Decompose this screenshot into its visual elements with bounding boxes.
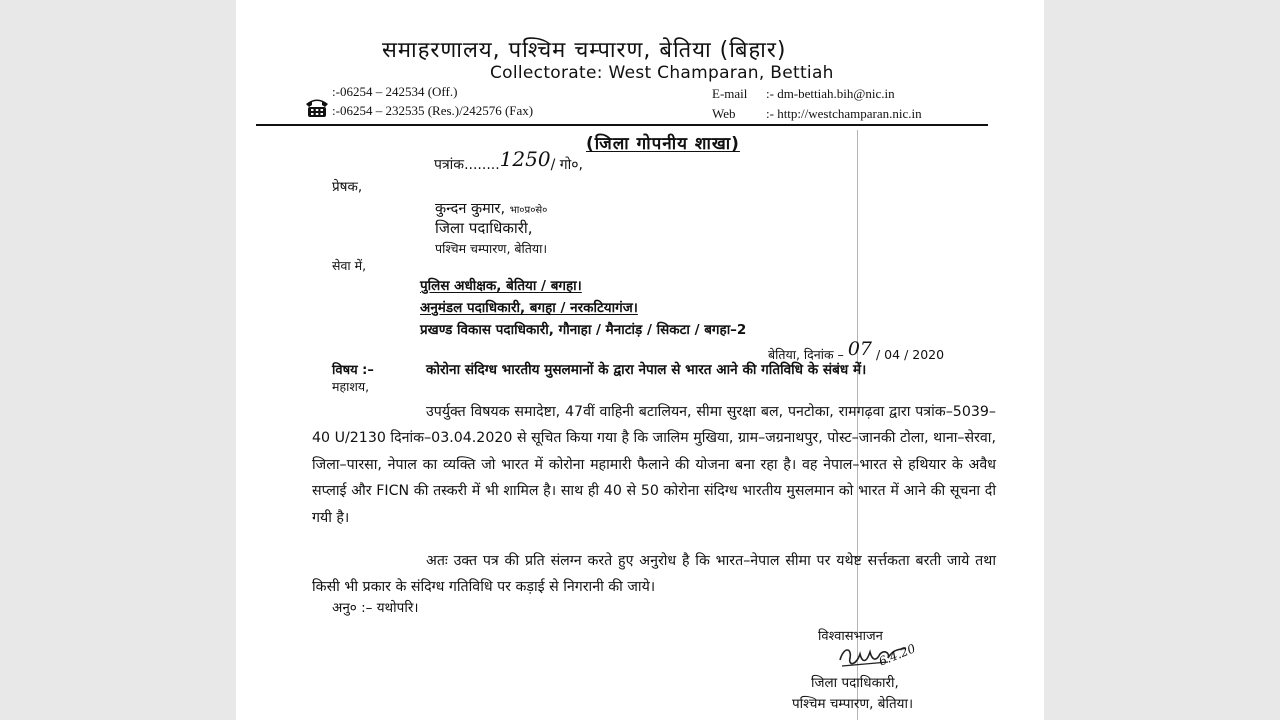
web-value: :- http://westchamparan.nic.in	[766, 106, 922, 121]
phone-office: :-06254 – 242534 (Off.)	[332, 84, 458, 99]
sender-place: पश्चिम चम्पारण, बेतिया।	[435, 241, 548, 256]
letterhead-hindi-title: समाहरणालय, पश्चिम चम्पारण, बेतिया (बिहार)	[382, 38, 787, 63]
letterhead-divider	[256, 124, 988, 126]
date-day-handwritten: 07	[847, 338, 872, 360]
salutation: महाशय,	[332, 379, 370, 394]
sender-name: कुन्दन कुमार,	[435, 201, 506, 217]
sender-label: प्रेषक,	[332, 179, 363, 195]
letterhead-english-title: Collectorate: West Champaran, Bettiah	[490, 63, 834, 83]
body-paragraph-2: अतः उक्त पत्र की प्रति संलग्न करते हुए अनुरोध है कि भारत–नेपाल सीमा पर यथेष्ट सर्त्तकता बरती जाये तथा किसी भी प्रकार के संदिग्ध गतिविधि पर कड़ाई से निगरानी की जाये।	[312, 553, 996, 596]
telephone-icon	[304, 95, 330, 119]
enclosure-note: अनु० :– यथोपरि।	[332, 600, 419, 616]
web-label: Web	[712, 106, 736, 121]
sender-name-line	[435, 198, 547, 218]
letter-page	[236, 0, 1044, 720]
closing-place: पश्चिम चम्पारण, बेतिया।	[792, 696, 914, 712]
closing-designation: जिला पदाधिकारी,	[811, 675, 899, 691]
signature-date: 6.4.20	[876, 641, 918, 669]
letter-number-handwritten: 1250	[499, 147, 551, 171]
recipient-line-2: अनुमंडल पदाधिकारी, बगहा / नरकटियागंज।	[420, 300, 638, 316]
phone-res-fax: :-06254 – 232535 (Res.)/242576 (Fax)	[332, 103, 534, 118]
subject-text: कोरोना संदिग्ध भारतीय मुसलमानों के द्वारा नेपाल से भारत आने की गतिविधि के संबंध में।	[426, 362, 867, 378]
sender-name-suffix: भा०प्र०से०	[509, 205, 548, 216]
date-rest: / 04 / 2020	[876, 347, 945, 362]
date-prefix: बेतिया, दिनांक –	[768, 347, 844, 362]
letter-number-dots: ........	[464, 157, 500, 173]
recipients-label: सेवा में,	[332, 258, 367, 273]
body-paragraph-1: उपर्युक्त विषयक समादेष्टा, 47वीं वाहिनी बटालियन, सीमा सुरक्षा बल, पनटोका, रामगढ़वा द्वारा पत्रांक–5039–40 U/2130 दिनांक–03.04.2020 से सूचित किया गया है कि जालिम मुखिया, ग्राम–जग्रनाथपुर, पोस्ट–जानकी टोला, थाना–सेरवा, जिला–पारसा, नेपाल का व्यक्ति जो भारत में कोरोना महामारी फैलाने की योजना बना रहा है। वह नेपाल–भारत से हथियार के अवैध सप्लाई और FICN की तस्करी में भी शामिल है। साथ ही 40 से 50 कोरोना संदिग्ध भारतीय मुसलमान को भारत में आने की सूचना दी गयी है।	[312, 404, 996, 526]
subject-label: विषय :–	[332, 363, 374, 378]
email-label: E-mail	[712, 86, 748, 101]
letter-number-label: पत्रांक	[434, 157, 465, 173]
email-value: :- dm-bettiah.bih@nic.in	[766, 86, 895, 101]
recipient-line-3: प्रखण्ड विकास पदाधिकारी, गौनाहा / मैनाटांड़ / सिकटा / बगहा–2	[420, 322, 747, 338]
sender-designation: जिला पदाधिकारी,	[435, 219, 533, 237]
letter-number	[434, 147, 583, 174]
recipient-line-1: पुलिस अधीक्षक, बेतिया / बगहा।	[420, 278, 582, 294]
closing-regards: विश्वासभाजन	[818, 629, 883, 644]
letter-number-suffix: / गो०,	[550, 157, 583, 173]
section-heading: (जिला गोपनीय शाखा)	[586, 134, 740, 154]
